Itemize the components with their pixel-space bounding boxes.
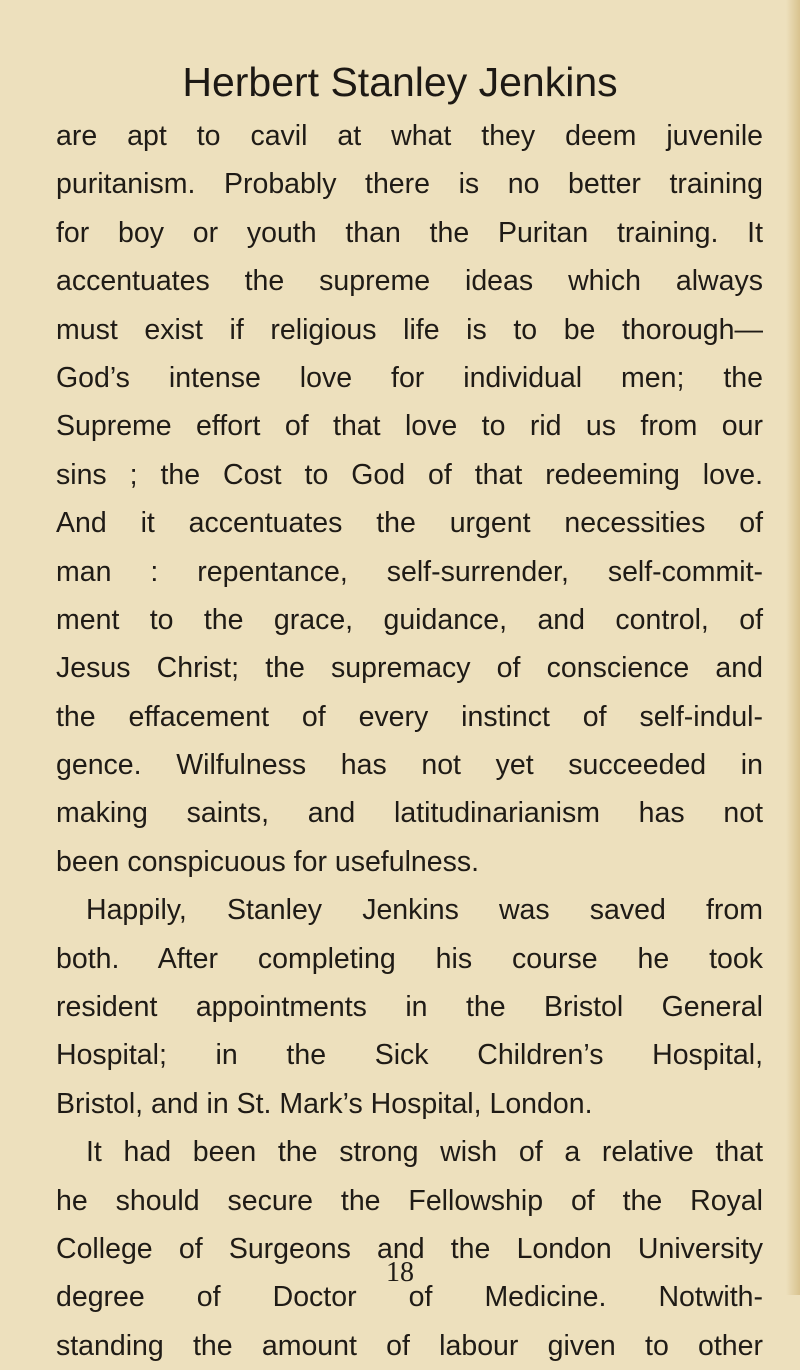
text-line: man : repentance, self-surrender, self-commit- xyxy=(56,555,763,588)
text-line: making saints, and latitudinarianism has not xyxy=(56,797,763,830)
text-line: And it accentuates the urgent necessities of xyxy=(56,507,763,540)
text-line: Jesus Christ; the supremacy of conscience and xyxy=(56,652,763,685)
text-line: standing the amount of labour given to other xyxy=(56,1329,763,1362)
text-line: must exist if religious life is to be thorough— xyxy=(56,313,763,346)
text-line: degree of Doctor of Medicine. Notwith- xyxy=(56,1281,763,1314)
text-line: for boy or youth than the Puritan training. It xyxy=(56,216,763,249)
text-line: gence. Wilfulness has not yet succeeded in xyxy=(56,749,763,782)
running-head: Herbert Stanley Jenkins xyxy=(182,59,618,105)
text-line: sins ; the Cost to God of that redeeming love. xyxy=(56,458,763,491)
text-line: It had been the strong wish of a relative that xyxy=(86,1136,763,1169)
text-line: puritanism. Probably there is no better training xyxy=(56,168,763,201)
text-line: the effacement of every instinct of self-indul- xyxy=(56,700,763,733)
text-line: are apt to cavil at what they deem juvenile xyxy=(56,120,763,152)
text-line: he should secure the Fellowship of the Royal xyxy=(56,1184,763,1217)
body-text xyxy=(56,112,763,1370)
text-line: been conspicuous for usefulness. xyxy=(56,845,480,878)
text-line: resident appointments in the Bristol General xyxy=(56,991,763,1024)
text-line: Supreme effort of that love to rid us from our xyxy=(56,410,763,443)
page-number: 18 xyxy=(386,1257,414,1288)
text-line: Bristol, and in St. Mark’s Hospital, London. xyxy=(56,1087,593,1120)
text-line: God’s intense love for individual men; the xyxy=(56,361,763,394)
text-line: ment to the grace, guidance, and control, of xyxy=(56,603,763,636)
text-line: Happily, Stanley Jenkins was saved from xyxy=(86,894,763,927)
text-line: both. After completing his course he took xyxy=(56,942,763,975)
text-line: College of Surgeons and the London University xyxy=(56,1232,763,1265)
page-edge-shadow xyxy=(786,0,800,1295)
text-line: accentuates the supreme ideas which always xyxy=(56,265,763,298)
text-line: Hospital; in the Sick Children’s Hospital, xyxy=(56,1039,763,1072)
